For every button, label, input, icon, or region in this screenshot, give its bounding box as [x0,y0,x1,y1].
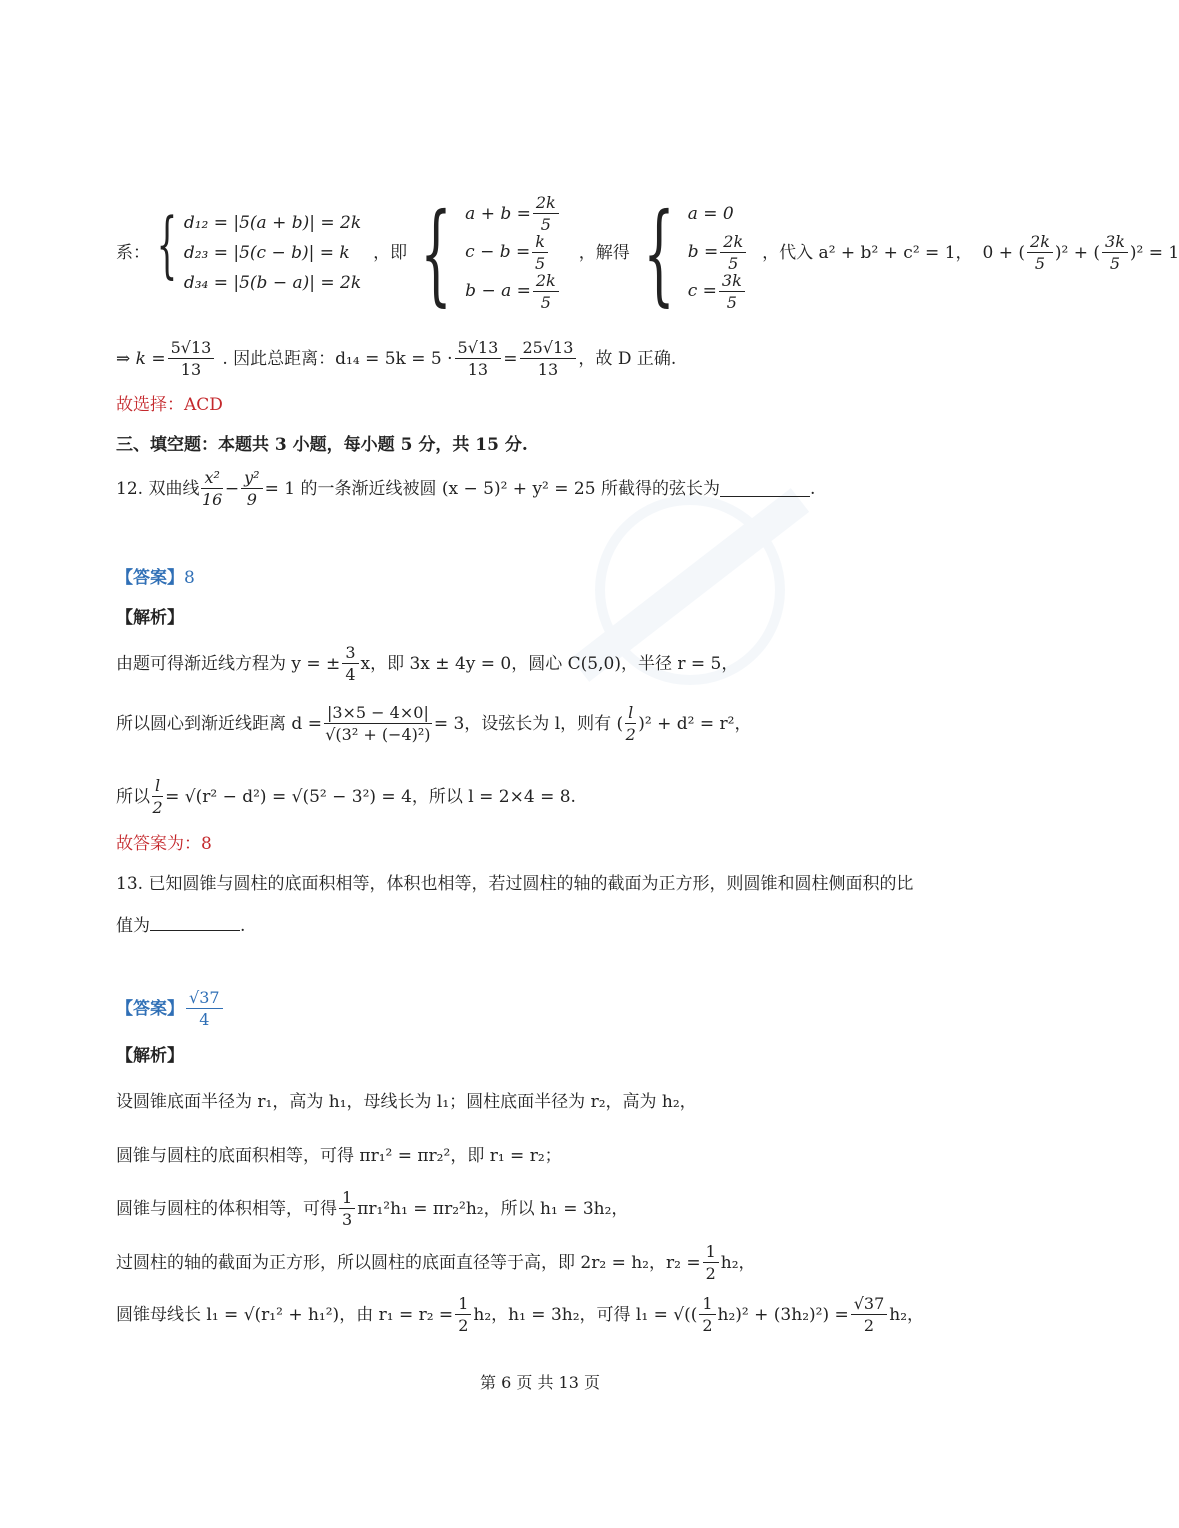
frac-den: 3 [342,1210,353,1229]
frac-den: 4 [199,1010,210,1029]
eq-end: )² = 1 [1129,242,1179,263]
frac-den: 2 [625,725,636,744]
solution-12-line-2 [116,705,752,743]
frac-num: 1 [699,1296,715,1315]
frac-num: y² [241,470,262,489]
solution-12-line-1 [116,645,738,683]
frac-num: 5√13 [455,340,502,359]
solution-13-line-5 [116,1296,924,1334]
q12-pre: 12. 双曲线 [116,478,200,499]
sys2-lhs: a + b = [465,203,531,224]
text: h₂)² + (3h₂)²) = [717,1304,849,1325]
frac-num: 3k [1102,234,1128,253]
text: 由题可得渐近线方程为 y = ± [116,653,341,674]
question-13-line-1: 13. 已知圆锥与圆柱的底面积相等，体积也相等，若过圆柱的轴的截面为正方形，则圆锥和圆柱侧面积的比 [116,874,914,894]
jiede-text: ，解得 [578,242,630,263]
ji-text: ，即 [373,242,408,263]
text: )² + d² = r²， [638,713,752,734]
frac-den: 2 [152,798,163,817]
frac-den: 4 [345,665,356,684]
frac-num: k [532,234,548,253]
frac-den: 13 [180,360,202,379]
sys1-row: d₁₂ = |5(a + b)| = 2k [183,212,362,233]
frac-den: 9 [246,490,257,509]
frac-num: l [152,778,163,797]
sys2-lhs: c − b = [465,242,531,263]
text: πr₁²h₁ = πr₂²h₂，所以 h₁ = 3h₂， [357,1198,629,1219]
frac-num: 3k [719,273,745,292]
frac-num: 3 [342,645,358,664]
frac-den: 2 [702,1316,713,1335]
frac-num: 1 [703,1244,719,1263]
sys2-lhs: b − a = [465,281,531,302]
frac-den: 5 [1109,254,1121,273]
k-mid: . 因此总距离：d₁₄ = 5k = 5 · [222,348,453,369]
text: 圆锥与圆柱的体积相等，可得 [116,1198,337,1219]
frac-den: 5 [535,253,546,273]
analysis-tag: 【解析】 [116,1046,184,1066]
frac-den: √(3² + (−4)²) [325,725,431,744]
text: 圆锥母线长 l₁ = √(r₁² + h₁²)，由 r₁ = r₂ = [116,1304,454,1325]
sys1-row: d₃₄ = |5(b − a)| = 2k [183,272,362,293]
text: x，即 3x ± 4y = 0，圆心 C(5,0)，半径 r = 5， [360,653,739,674]
question-13-line-2 [116,916,245,935]
frac-den: 5 [540,292,551,312]
frac-den: 5 [1034,254,1046,273]
frac-den: 16 [201,490,223,509]
frac-num: 2k [533,195,559,214]
answer-tag: 【答案】 [116,998,184,1019]
brace: { [643,189,675,317]
system-2 [407,189,561,317]
system-1 [150,202,362,298]
text: . [240,916,246,936]
solution-13-line-1: 设圆锥底面半径为 r₁，高为 h₁，母线长为 l₁；圆柱底面半径为 r₂，高为 h₂， [116,1092,697,1112]
text: 所以 [116,786,150,807]
frac-num: 1 [339,1190,355,1209]
question-12 [116,470,815,508]
frac-den: 2 [705,1264,716,1283]
sys3-b: b = [687,242,719,263]
text: 所以圆心到渐近线距离 d = [116,713,322,734]
solution-13-line-2: 圆锥与圆柱的底面积相等，可得 πr₁² = πr₂²，即 r₁ = r₂； [116,1146,562,1166]
text: 值为 [116,916,150,936]
frac-num: 2k [1027,234,1053,253]
q12-end: . [809,478,816,499]
answer-value: 8 [184,568,195,588]
system-line [116,178,1179,328]
frac-num: 2k [720,234,746,253]
solution-13-line-4 [116,1244,756,1282]
k-end: ，故 D 正确. [578,348,677,369]
analysis-tag: 【解析】 [116,608,184,628]
minus-sign: − [224,478,240,499]
page-footer: 第 6 页 共 13 页 [480,1373,600,1392]
frac-num: 1 [455,1296,471,1315]
daiyu-text: ，代入 a² + b² + c² = 1， [762,242,973,263]
k-lhs: ⇒ k = [116,348,166,369]
brace: { [156,202,178,286]
text: = √(r² − d²) = √(5² − 3²) = 4，所以 l = 2×4 = 8. [165,786,576,807]
final-answer-12: 故答案为：8 [116,834,212,854]
frac-num: 2k [533,273,559,292]
text: h₂， [720,1252,756,1273]
answer-tag: 【答案】 [116,568,184,588]
frac-den: 13 [537,360,559,379]
q12-post: = 1 的一条渐近线被圆 (x − 5)² + y² = 25 所截得的弦长为 [264,478,720,499]
sys3-a: a = 0 [687,203,734,224]
frac-num: 25√13 [520,340,577,359]
text: h₂，h₁ = 3h₂，可得 l₁ = √(( [473,1304,698,1325]
k-eq: = [503,348,518,369]
section-heading: 三、填空题：本题共 3 小题，每小题 5 分，共 15 分. [116,435,528,455]
answer-13 [116,990,225,1028]
frac-den: 2 [458,1316,469,1335]
solution-12-line-3 [116,778,576,816]
brace: { [420,189,452,317]
text: 过圆柱的轴的截面为正方形，所以圆柱的底面直径等于高，即 2r₂ = h₂，r₂ = [116,1252,701,1273]
text: h₂， [889,1304,925,1325]
eq-mid: )² + ( [1054,242,1101,263]
frac-den: 5 [728,253,739,273]
system-3 [630,189,748,317]
frac-den: 2 [863,1316,875,1335]
frac-num: √37 [851,1296,888,1315]
sys3-c: c = [687,281,717,302]
frac-num: 5√13 [168,340,215,359]
sys-intro: 系： [116,242,150,263]
frac-den: 5 [726,292,737,312]
k-line [116,340,676,378]
frac-num: |3×5 − 4×0| [324,705,432,724]
answer-12 [116,570,195,587]
sys1-row: d₂₃ = |5(c − b)| = k [183,242,350,263]
frac-num: l [625,705,636,724]
answer-blank [150,916,240,931]
choice-answer: 故选择：ACD [116,395,223,415]
eq-zero: 0 + ( [982,242,1026,263]
text: = 3，设弦长为 l，则有 ( [433,713,624,734]
frac-num: √37 [186,990,223,1009]
answer-blank [720,482,810,497]
frac-den: 13 [467,360,489,379]
solution-13-line-3 [116,1190,628,1228]
frac-den: 5 [540,215,551,235]
frac-num: x² [201,470,222,489]
